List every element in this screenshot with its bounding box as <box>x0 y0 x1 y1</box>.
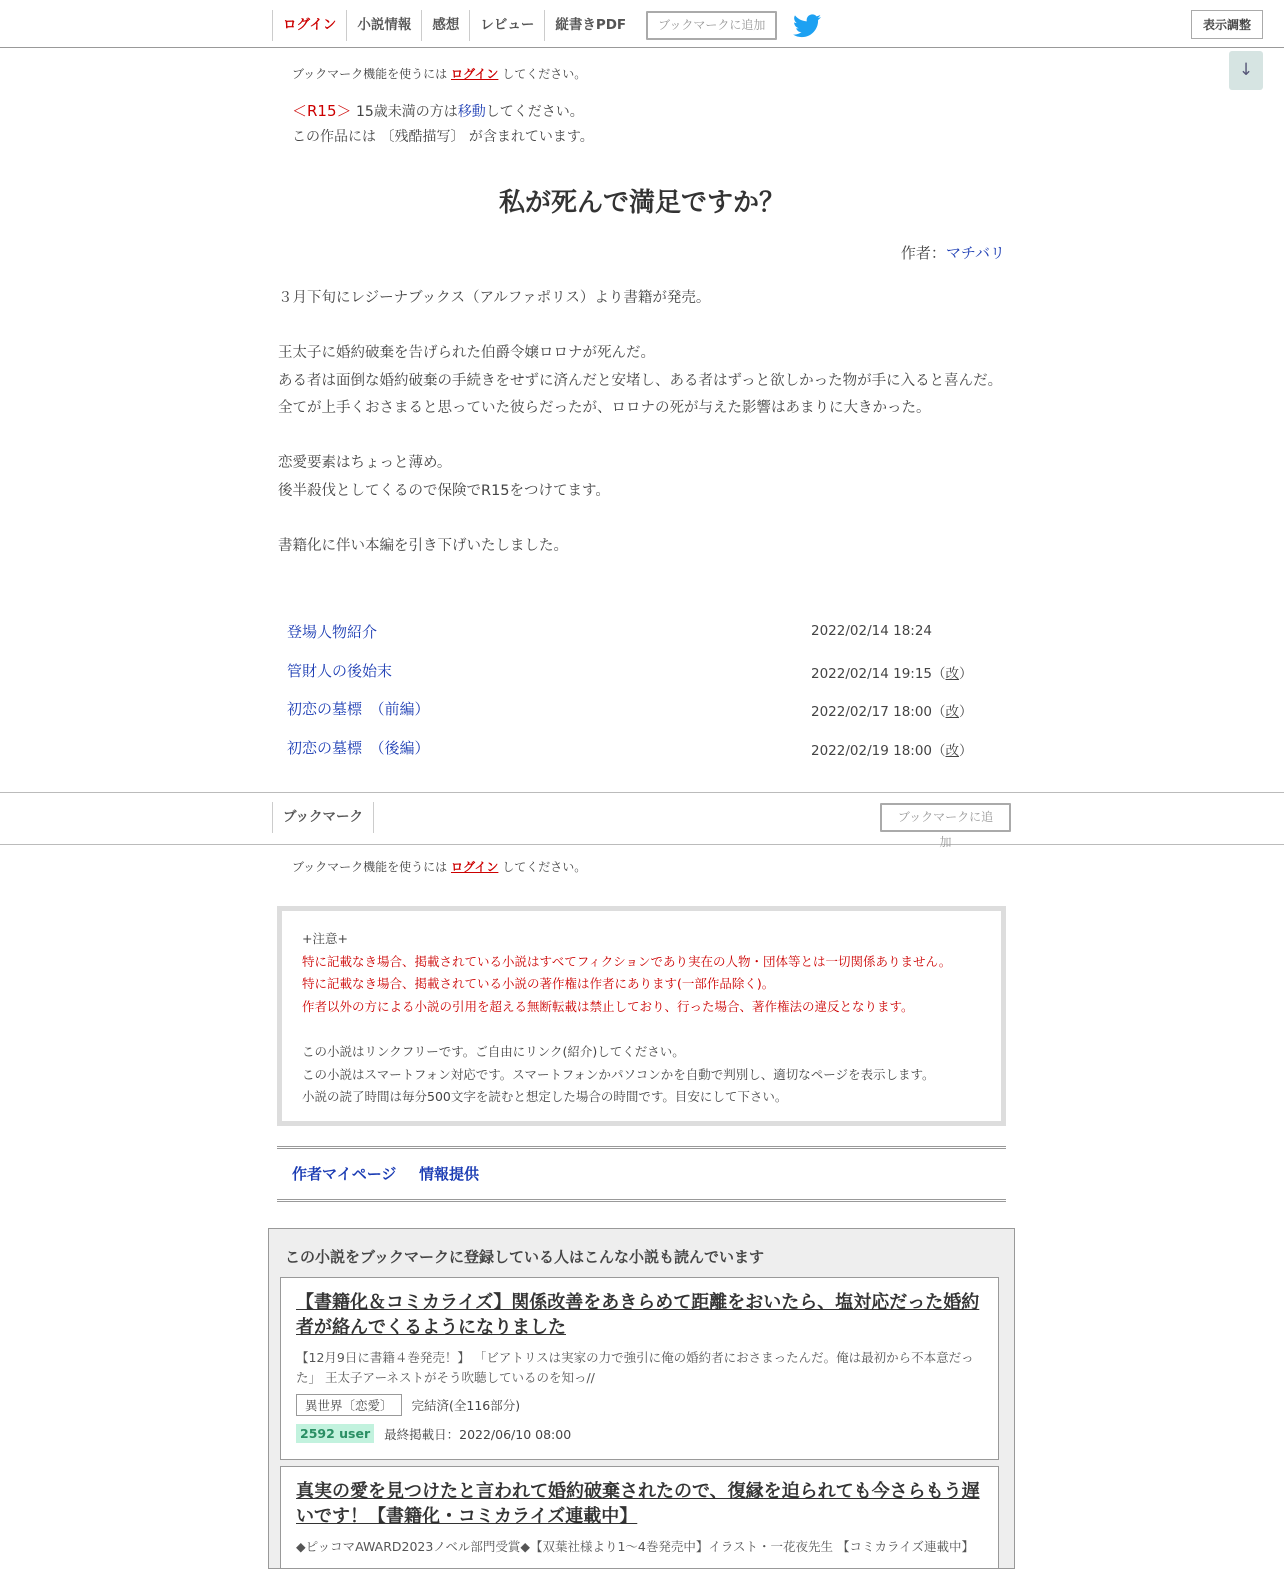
recommendation-heading: この小説をブックマークに登録している人はこんな小説も読んでいます <box>285 1248 764 1266</box>
genre-tag[interactable]: 異世界〔恋愛〕 <box>296 1394 402 1416</box>
bookmark-notice <box>292 65 586 82</box>
recommend-desc: 【12月9日に書籍４巻発売！】 「ビアトリスは実家の力で強引に俺の婚約者におさまったんだ。俺は最初から不本意だった」 王太子アーネストがそう吹聴しているのを知っ// <box>296 1350 974 1385</box>
note-smartphone: この小説はスマートフォン対応です。スマートフォンかパソコンかを自動で判別し、適切なページを表示します。 <box>302 1066 935 1082</box>
chapter-link[interactable]: 初恋の墓標 （前編） <box>287 700 430 718</box>
r15-tag: ＜R15＞ <box>292 102 352 120</box>
author-mypage-link[interactable]: 作者マイページ <box>292 1165 397 1183</box>
author-label: 作者： <box>900 244 946 262</box>
synopsis: ３月下旬にレジーナブックス（アルファポリス）より書籍が発売。 王太子に婚約破棄を告げられた伯爵令嬢ロロナが死んだ。 ある者は面倒な婚約破棄の手続きをせずに済んだと安堵し、ある者はずっと欲しかった物が手に入ると喜んだ。全てが上手くおさまると思っていた彼らだったが、ロロナの死が与えた影響はあまりに大きかった。 恋愛要素はちょっと薄め。 後半殺伐としてくるので保険でR15をつけてます。 書籍化に伴い本編を引き下げいたしました。 <box>278 290 1003 554</box>
info-link[interactable]: 情報提供 <box>419 1165 480 1183</box>
rating-notice <box>292 99 594 150</box>
recommendation-box <box>268 1228 1015 1569</box>
revised-mark: 改 <box>945 742 960 759</box>
user-count-badge: 2592 user <box>296 1424 374 1443</box>
footer-links <box>277 1146 1006 1202</box>
recommend-meta <box>296 1394 983 1416</box>
vertical-pdf-link[interactable]: 縦書きPDF <box>544 10 636 41</box>
recommend-title-link[interactable]: 【書籍化＆コミカライズ】関係改善をあきらめて距離をおいたら、塩対応だった婚約者が絡んでくるようになりました <box>296 1292 980 1338</box>
chapter-row <box>287 617 987 656</box>
chapter-row <box>287 656 987 695</box>
chapter-date: 2022/02/19 18:00（改） <box>811 742 973 759</box>
caution-repost: 作者以外の方による小説の引用を超える無断転載は禁止しており、行った場合、著作権法の違反となります。 <box>302 998 914 1014</box>
bookmark-add-button-bottom[interactable]: ブックマークに追加 <box>880 803 1011 832</box>
chapter-row <box>287 694 987 733</box>
chapter-date: 2022/02/17 18:00（改） <box>811 704 973 720</box>
bookmark-notice-text: ブックマーク機能を使うには <box>292 860 451 874</box>
chapter-list <box>287 617 987 771</box>
chapter-link[interactable]: 管財人の後始末 <box>287 661 393 680</box>
bookmark-notice-login-link[interactable]: ログイン <box>450 67 499 81</box>
review-link[interactable]: レビュー <box>469 10 544 41</box>
twitter-icon[interactable] <box>793 14 821 38</box>
top-navbar <box>0 0 1284 48</box>
recommend-card <box>280 1466 999 1569</box>
chapter-link[interactable]: 登場人物紹介 <box>287 623 378 641</box>
status-text: 完結済(全116部分) <box>411 1398 521 1413</box>
recommend-meta-2 <box>296 1424 983 1443</box>
caution-box <box>277 906 1006 1126</box>
bookmark-notice-bottom <box>292 858 586 875</box>
revised-mark: 改 <box>945 665 960 682</box>
move-link[interactable]: 移動 <box>457 104 486 120</box>
novel-info-link[interactable]: 小説情報 <box>346 10 421 41</box>
chapter-date: 2022/02/14 19:15（改） <box>811 665 973 682</box>
caution-copyright: 特に記載なき場合、掲載されている小説の著作権は作者にあります(一部作品除く)。 <box>302 976 775 992</box>
caution-fiction: 特に記載なき場合、掲載されている小説はすべてフィクションであり実在の人物・団体等とは一切関係ありません。 <box>302 953 952 969</box>
bookmark-notice-text-end: してください。 <box>498 67 587 81</box>
scroll-down-button[interactable]: ↓ <box>1229 51 1263 90</box>
age-warning-text: 15歳未満の方は <box>351 104 458 120</box>
impressions-link[interactable]: 感想 <box>421 10 469 41</box>
author-link[interactable]: マチバリ <box>945 244 1005 262</box>
bookmark-bar <box>0 792 1284 849</box>
bookmark-notice-text-end: してください。 <box>498 860 587 874</box>
recommend-card <box>280 1277 999 1460</box>
chapter-date: 2022/02/14 18:24 <box>811 623 933 639</box>
login-link[interactable]: ログイン <box>272 10 346 41</box>
bookmark-label: ブックマーク <box>272 802 374 833</box>
note-reading-time: 小説の読了時間は毎分500文字を読むと想定した場合の時間です。目安にして下さい。 <box>302 1089 788 1105</box>
chapter-link[interactable]: 初恋の墓標 （後編） <box>287 738 430 757</box>
content-warning: この作品には 〔残酷描写〕 が含まれています。 <box>292 129 594 145</box>
bookmark-notice-text: ブックマーク機能を使うには <box>292 67 451 81</box>
author-line <box>901 242 1005 263</box>
novel-title: 私が死んで満足ですか？ <box>498 188 785 218</box>
caution-heading: +注意+ <box>302 931 348 946</box>
revised-mark: 改 <box>945 704 960 720</box>
age-warning-text-end: してください。 <box>485 104 584 120</box>
recommend-title-link[interactable]: 真実の愛を見つけたと言われて婚約破棄されたので、復縁を迫られても今さらもう遅いです！【書籍化・コミカライズ連載中】 <box>296 1481 980 1527</box>
display-adjust-button[interactable]: 表示調整 <box>1191 10 1263 39</box>
note-linkfree: この小説はリンクフリーです。ご自由にリンク(紹介)してください。 <box>302 1043 685 1059</box>
top-nav <box>272 10 821 41</box>
last-update: 最終掲載日：2022/06/10 08:00 <box>384 1426 572 1442</box>
bookmark-notice-login-link[interactable]: ログイン <box>450 860 499 874</box>
recommend-desc: ◆ピッコマAWARD2023ノベル部門受賞◆【双葉社様より1〜4巻発売中】イラスト・一花夜先生 【コミカライズ連載中】 <box>296 1539 974 1554</box>
chapter-row <box>287 733 987 772</box>
bookmark-add-button[interactable]: ブックマークに追加 <box>646 11 777 40</box>
